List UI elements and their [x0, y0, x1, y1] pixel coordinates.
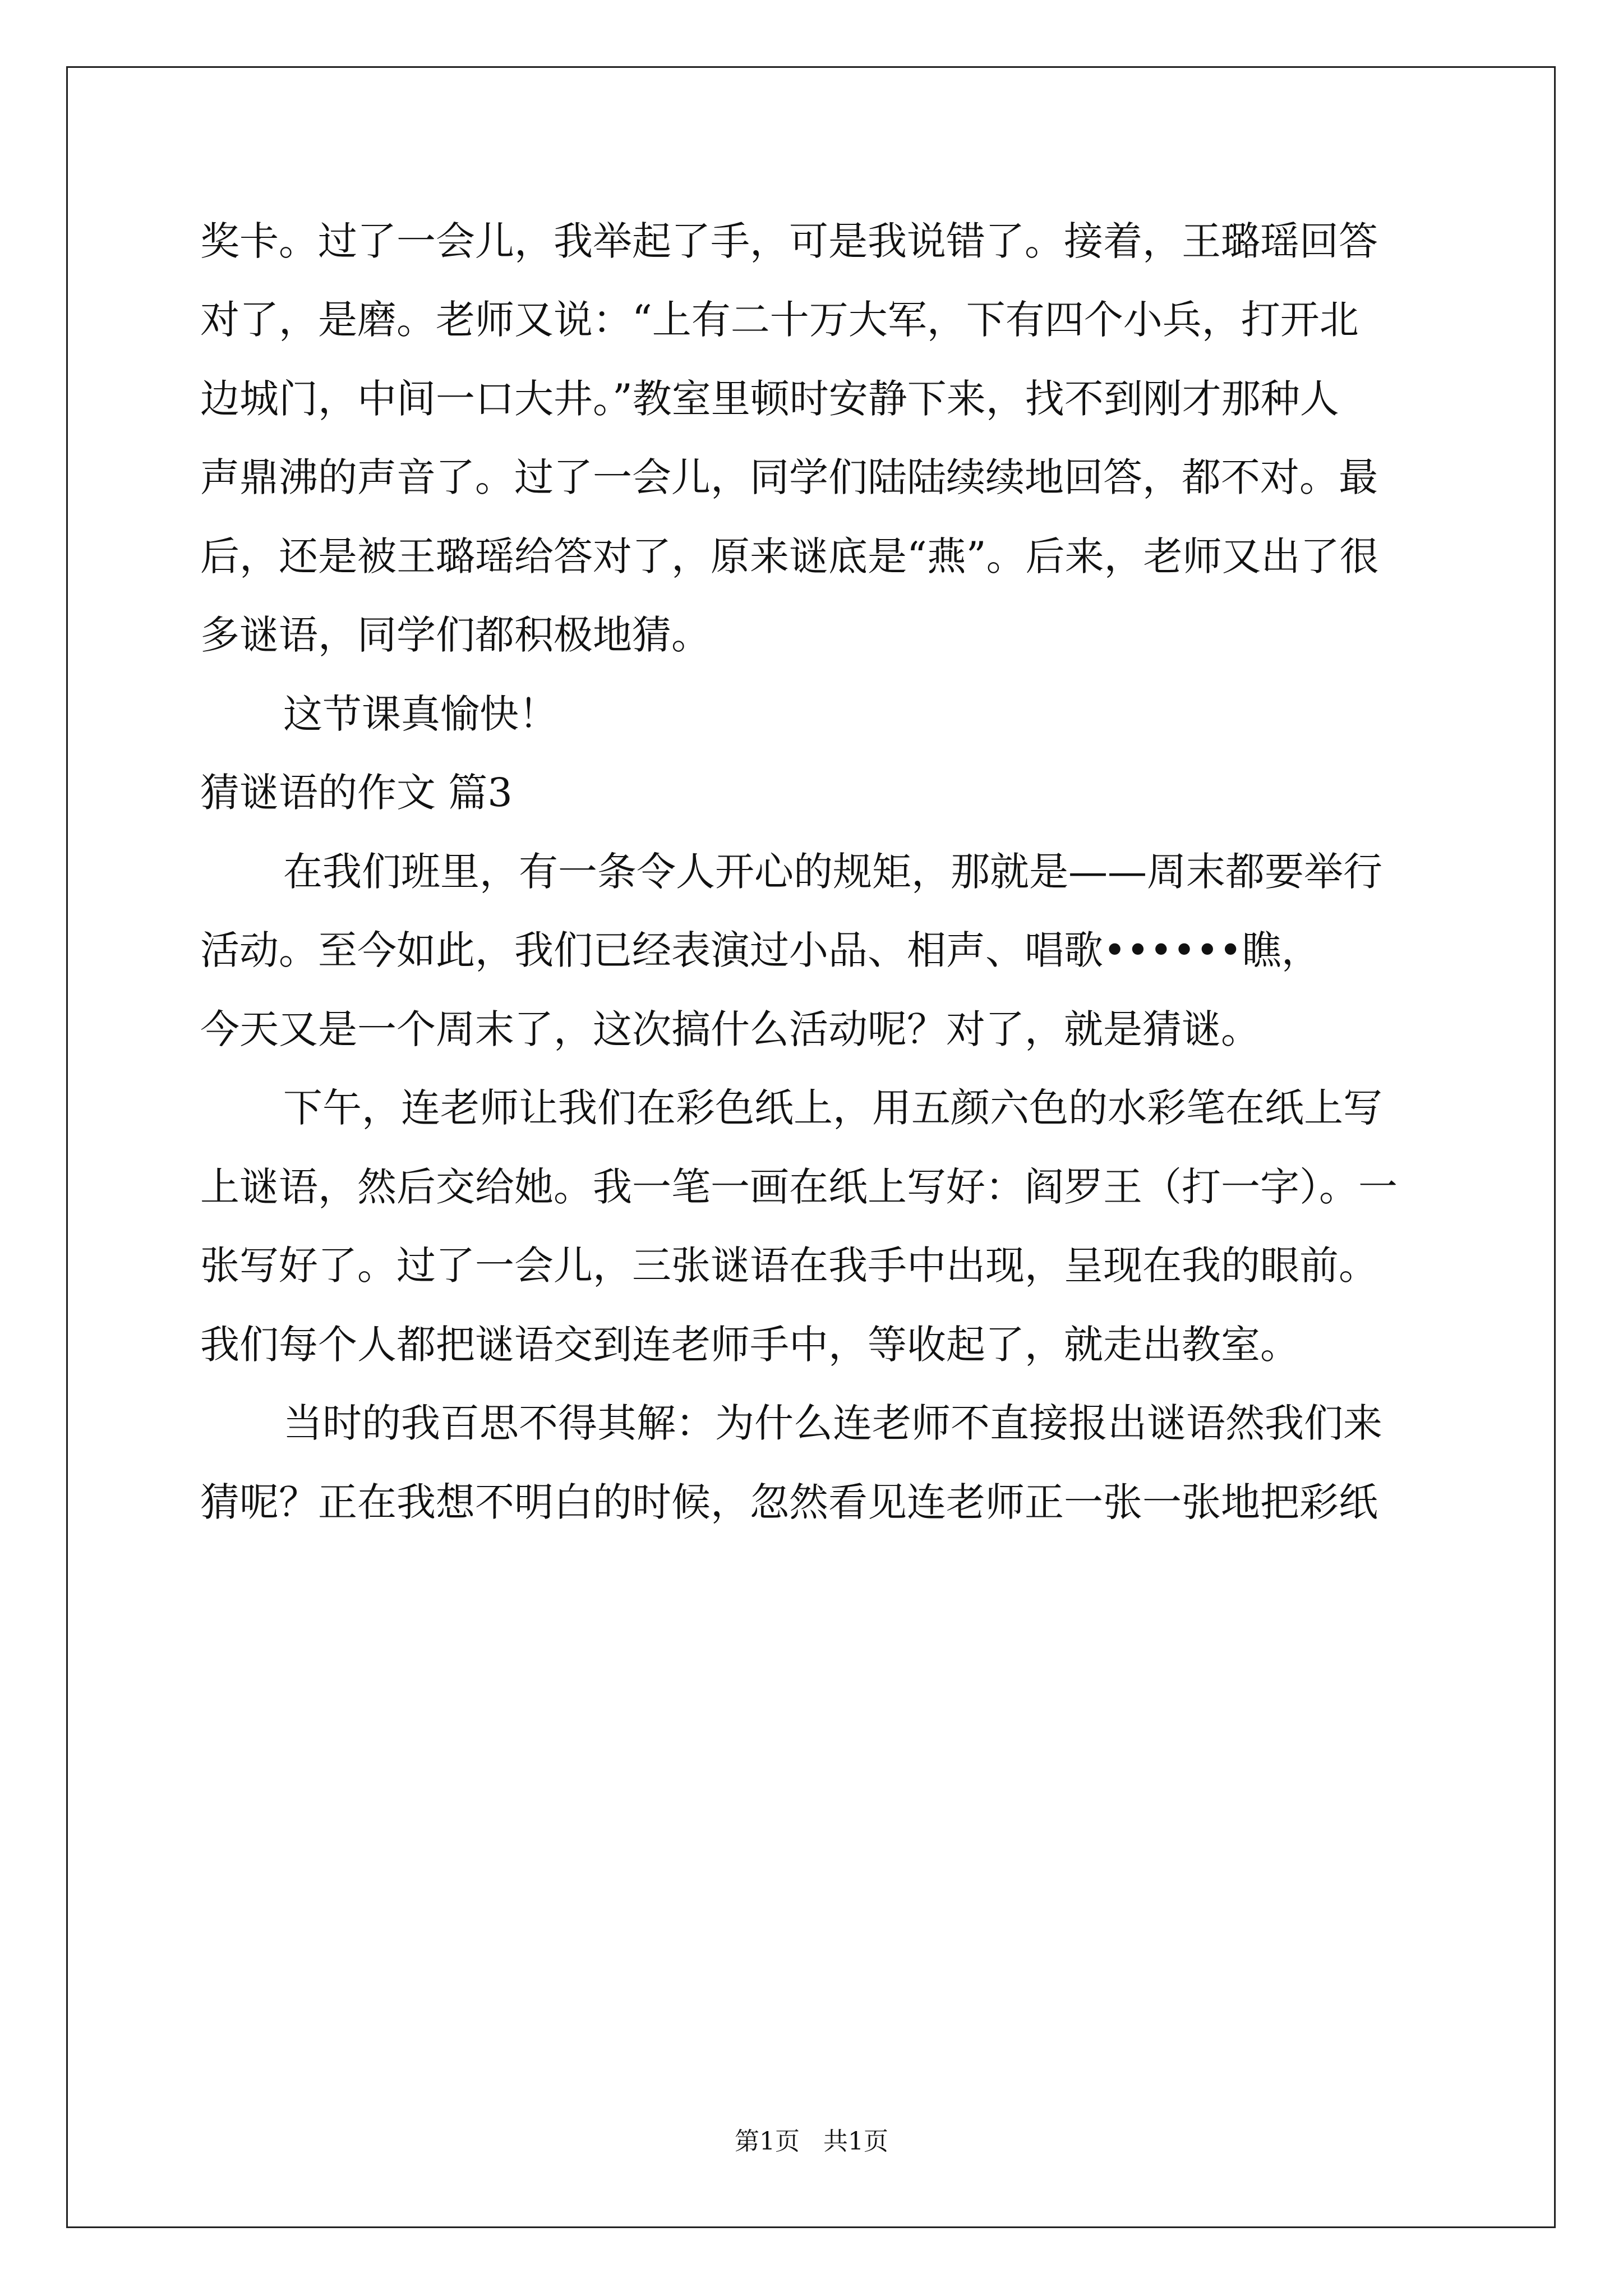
text-line: 今天又是一个周末了，这次搞什么活动呢？对了，就是猜谜。	[200, 1006, 1260, 1052]
text-line: 对了，是磨。老师又说：“上有二十万大军，下有四个小兵，打开北	[200, 297, 1359, 343]
text-line: 奖卡。过了一会儿，我举起了手，可是我说错了。接着，王璐瑶回答	[200, 218, 1378, 264]
text-line: 上谜语，然后交给她。我一笔一画在纸上写好：阎罗王（打一字）。一	[200, 1164, 1398, 1210]
text-line: 张写好了。过了一会儿，三张谜语在我手中出现，呈现在我的眼前。	[200, 1243, 1378, 1289]
page-number-footer: 第1页 共1页	[735, 2127, 888, 2156]
paragraph-line: 当时的我百思不得其解：为什么连老师不直接报出谜语然我们来	[283, 1400, 1382, 1446]
text-line: 我们每个人都把谜语交到连老师手中，等收起了，就走出教室。	[200, 1322, 1299, 1368]
text-line: 后，还是被王璐瑶给答对了，原来谜底是“燕”。后来，老师又出了很	[200, 533, 1379, 579]
paragraph-line: 这节课真愉快！	[283, 691, 558, 737]
paragraph-line: 下午，连老师让我们在彩色纸上，用五颜六色的水彩笔在纸上写	[283, 1085, 1382, 1131]
text-line: 声鼎沸的声音了。过了一会儿，同学们陆陆续续地回答，都不对。最	[200, 454, 1378, 500]
text-line: 多谜语，同学们都积极地猜。	[200, 612, 711, 658]
section-heading: 猜谜语的作文 篇3	[200, 770, 513, 816]
text-line: 活动。至今如此，我们已经表演过小品、相声、唱歌••••••瞧，	[200, 927, 1321, 973]
paragraph-line: 在我们班里，有一条令人开心的规矩，那就是——周末都要举行	[283, 849, 1382, 895]
text-line: 猜呢？正在我想不明白的时候，忽然看见连老师正一张一张地把彩纸	[200, 1479, 1378, 1525]
text-line: 边城门，中间一口大井。”教室里顿时安静下来，找不到刚才那种人	[200, 376, 1339, 422]
